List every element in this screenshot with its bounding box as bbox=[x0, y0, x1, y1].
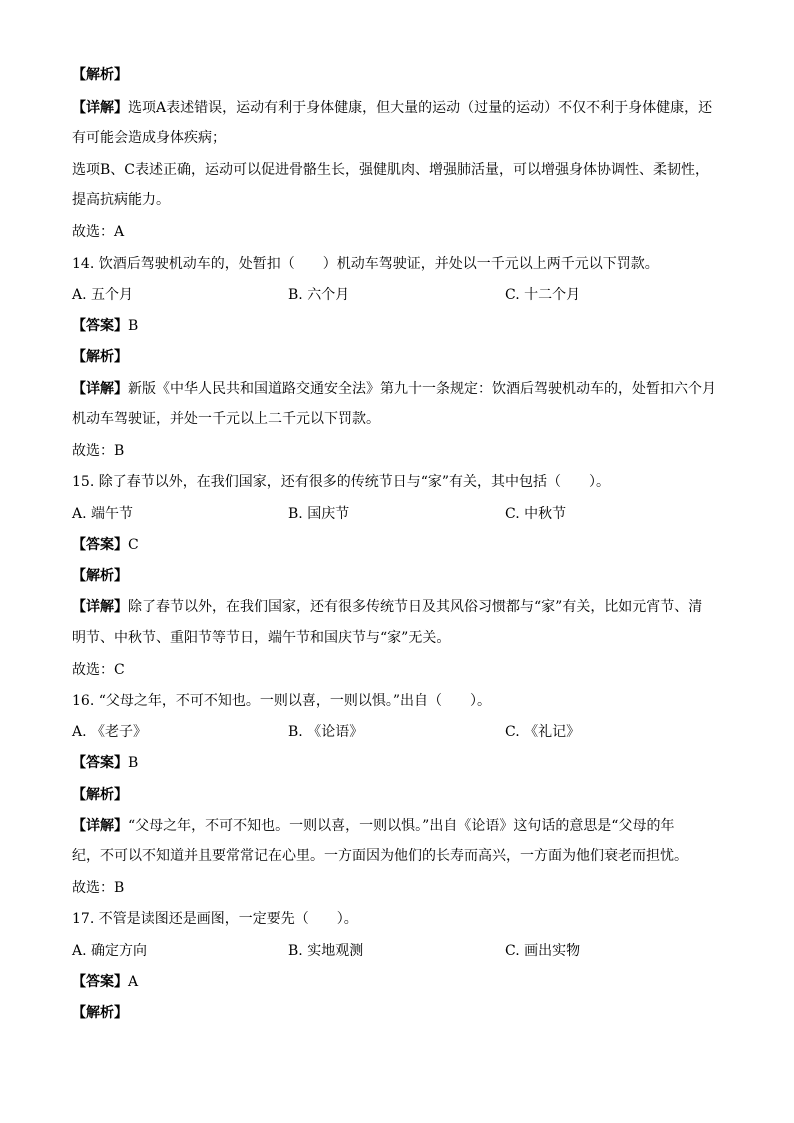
choice-result: 故选：C bbox=[72, 662, 125, 678]
option-c: C. 《礼记》 bbox=[505, 724, 581, 740]
question-stem: 14. 饮酒后驾驶机动车的，处暂扣（ ）机动车驾驶证，并处以一千元以上两千元以下罚款。 bbox=[72, 256, 659, 272]
answer-tag: 【答案】 bbox=[72, 755, 128, 771]
detail-text: 除了春节以外，在我们国家，还有很多传统节日及其风俗习惯都与“家”有关，比如元宵节、清 bbox=[128, 599, 703, 615]
question-stem: 17. 不管是读图还是画图，一定要先（ ）。 bbox=[72, 911, 358, 927]
detail-paragraph bbox=[72, 816, 674, 836]
analysis-heading: 【解析】 bbox=[72, 568, 128, 584]
answer-value: B bbox=[128, 318, 139, 334]
choice-result: 故选：B bbox=[72, 880, 125, 896]
answer-line bbox=[72, 972, 138, 992]
option-b: B. 国庆节 bbox=[288, 506, 350, 522]
detail-text: “父母之年，不可不知也。一则以喜，一则以惧。”出自《论语》这句话的意思是“父母的年 bbox=[128, 818, 675, 834]
analysis-heading: 【解析】 bbox=[72, 349, 128, 365]
option-a: A. 五个月 bbox=[72, 287, 134, 303]
answer-value: C bbox=[128, 537, 139, 553]
detail-text-line: 提高抗病能力。 bbox=[72, 192, 170, 208]
detail-text-line: 有可能会造成身体疾病； bbox=[72, 130, 226, 146]
option-a: A. 《老子》 bbox=[72, 724, 148, 740]
answer-tag: 【答案】 bbox=[72, 537, 128, 553]
option-c: C. 中秋节 bbox=[505, 506, 567, 522]
detail-text-line: 明节、中秋节、重阳节等节日，端午节和国庆节与“家”无关。 bbox=[72, 630, 451, 646]
option-c: C. 画出实物 bbox=[505, 943, 581, 959]
detail-paragraph bbox=[72, 597, 702, 617]
analysis-heading: 【解析】 bbox=[72, 1005, 128, 1021]
question-stem: 16. “父母之年，不可不知也。一则以喜，一则以惧。”出自（ ）。 bbox=[72, 693, 492, 709]
choice-result: 故选：B bbox=[72, 443, 125, 459]
option-b: B. 六个月 bbox=[288, 287, 350, 303]
answer-line bbox=[72, 535, 139, 555]
question-stem: 15. 除了春节以外，在我们国家，还有很多的传统节日与“家”有关，其中包括（ ）。 bbox=[72, 474, 611, 490]
choice-result: 故选：A bbox=[72, 224, 125, 240]
detail-tag: 【详解】 bbox=[72, 599, 128, 615]
option-c: C. 十二个月 bbox=[505, 287, 581, 303]
detail-text: 新版《中华人民共和国道路交通安全法》第九十一条规定：饮酒后驾驶机动车的，处暂扣六个月 bbox=[128, 381, 716, 397]
detail-text-line: 纪，不可以不知道并且要常常记在心里。一方面因为他们的长寿而高兴，一方面为他们衰老而担忧。 bbox=[72, 848, 688, 864]
detail-paragraph bbox=[72, 379, 716, 399]
answer-value: A bbox=[128, 974, 139, 990]
detail-paragraph bbox=[72, 98, 712, 118]
answer-tag: 【答案】 bbox=[72, 318, 128, 334]
detail-tag: 【详解】 bbox=[72, 100, 128, 116]
analysis-heading: 【解析】 bbox=[72, 67, 128, 83]
answer-value: B bbox=[128, 755, 139, 771]
option-b: B. 《论语》 bbox=[288, 724, 364, 740]
option-a: A. 确定方向 bbox=[72, 943, 148, 959]
detail-tag: 【详解】 bbox=[72, 381, 128, 397]
detail-text-line: 选项B、C表述正确，运动可以促进骨骼生长，强健肌肉、增强肺活量，可以增强身体协调性、柔韧性， bbox=[72, 162, 709, 178]
detail-text-line: 机动车驾驶证，并处一千元以上二千元以下罚款。 bbox=[72, 411, 380, 427]
detail-tag: 【详解】 bbox=[72, 818, 128, 834]
answer-line bbox=[72, 316, 138, 336]
answer-line bbox=[72, 753, 138, 773]
answer-tag: 【答案】 bbox=[72, 974, 128, 990]
option-a: A. 端午节 bbox=[72, 506, 134, 522]
analysis-heading: 【解析】 bbox=[72, 787, 128, 803]
option-b: B. 实地观测 bbox=[288, 943, 364, 959]
detail-text: 选项A表述错误，运动有利于身体健康，但大量的运动（过量的运动）不仅不利于身体健康，还 bbox=[128, 100, 713, 116]
